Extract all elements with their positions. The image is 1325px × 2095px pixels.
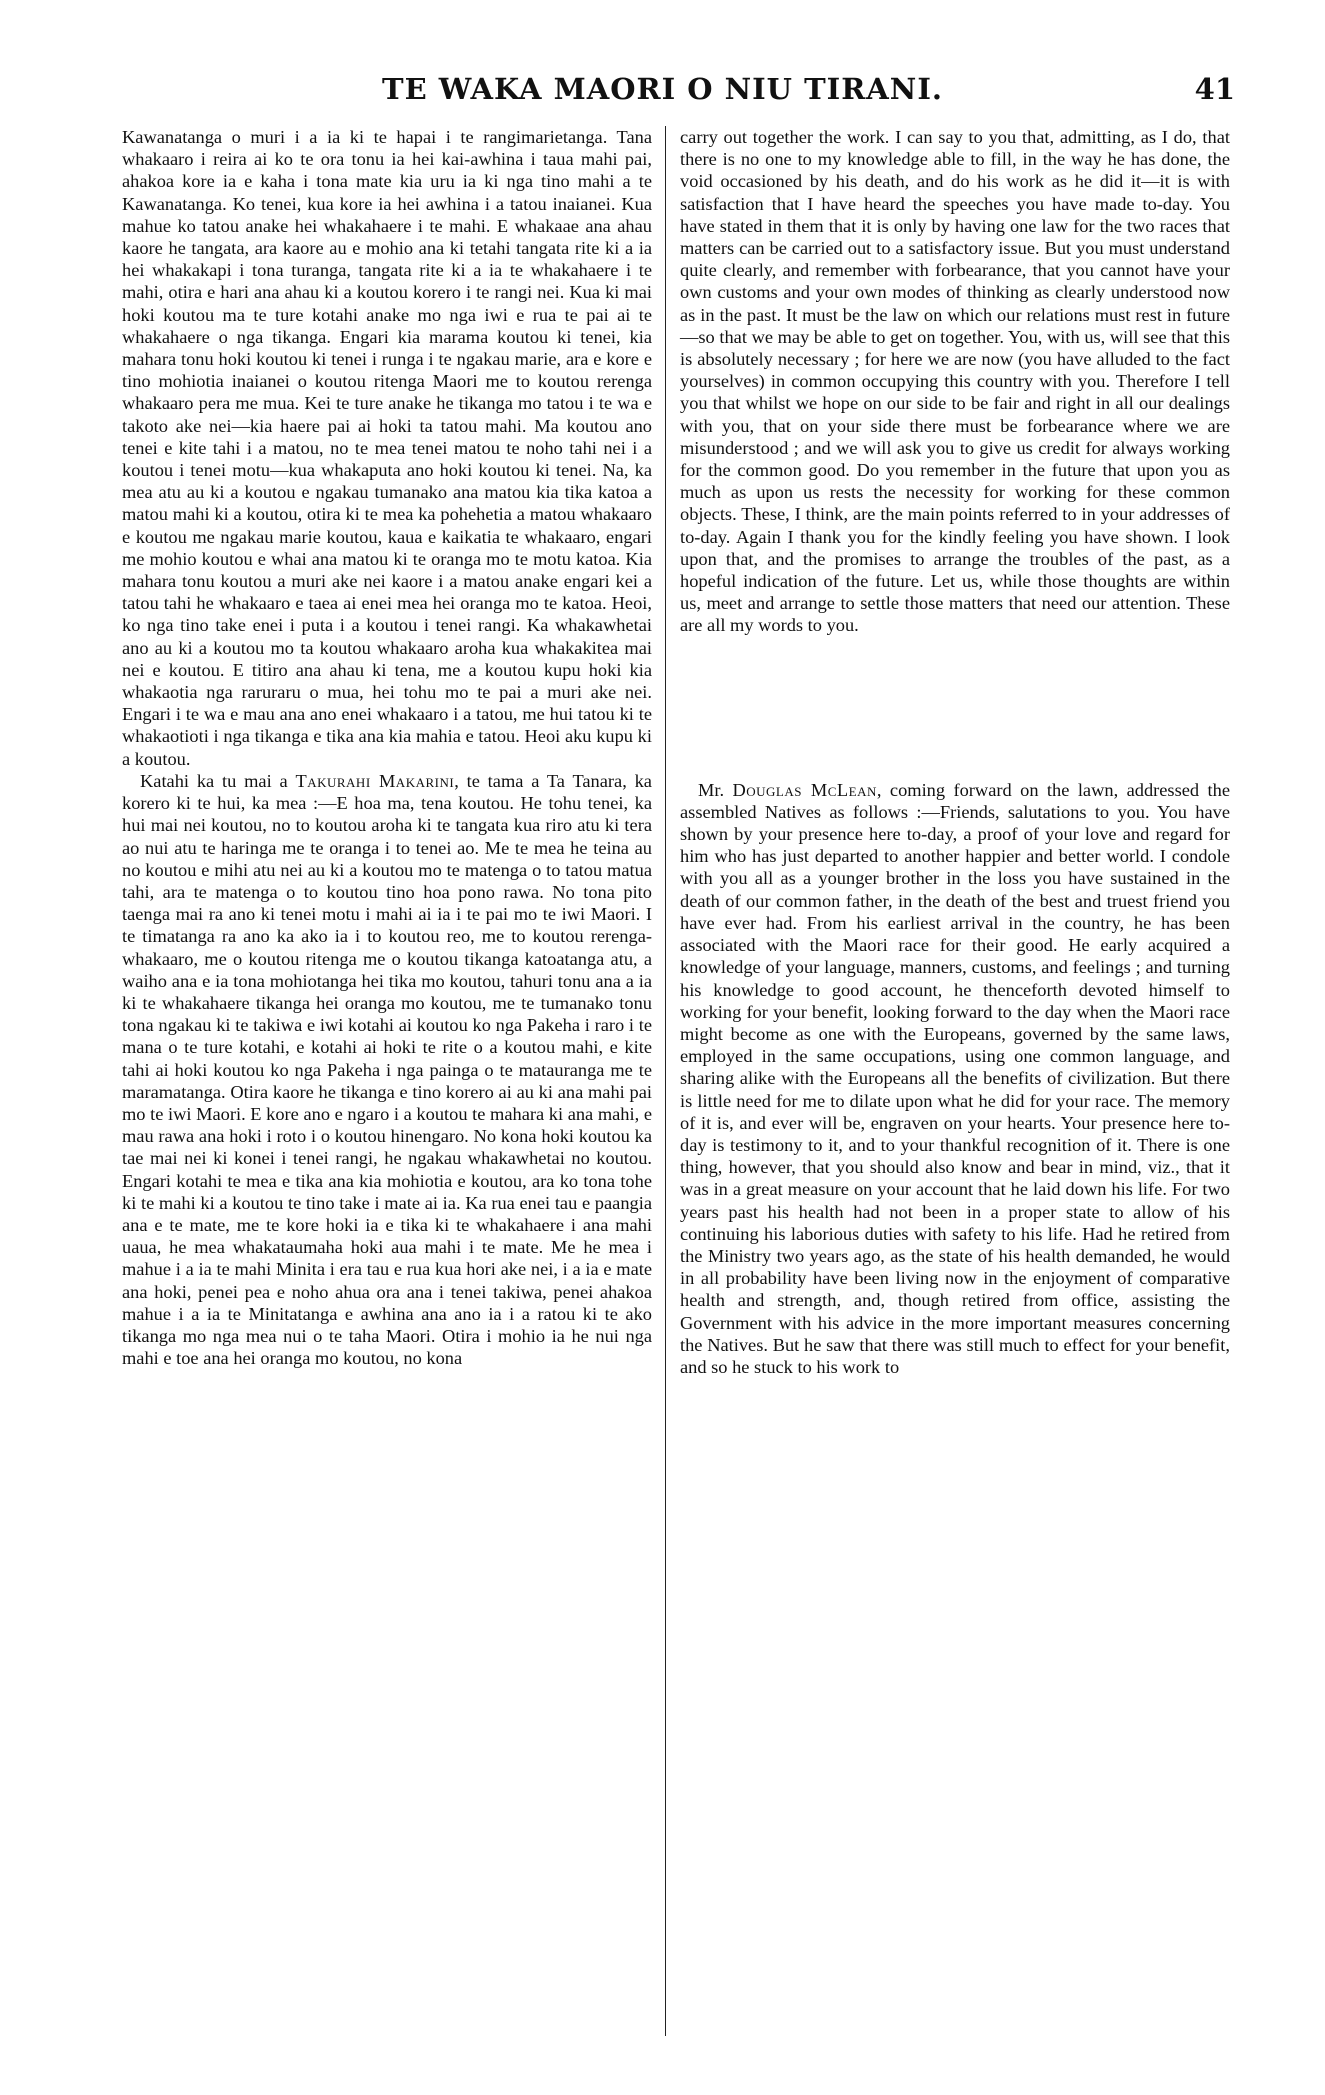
left-column	[122, 126, 652, 1369]
intro-text: Katahi ka tu mai a	[140, 770, 296, 791]
speaker-name: Douglas McLean	[732, 779, 877, 800]
english-speech-mclean	[680, 779, 1230, 1378]
speech-body: , coming forward on the lawn, addressed the assembled Natives as follows :—Friends, salutations to you. You have shown by your presence here to-day, a proof of your love and regard for him who has just departed to another happier and better world. I condole with you all as a younger brother in the loss you have sustained in the death of our common father, in the death of the best and truest friend you have ever had. From his earliest arrival in the country, he has been associated with the Maori race for their good. He early acquired a knowledge of your language, manners, customs, and feelings ; and turning his knowledge to good account, he thenceforth devoted himself to working for your benefit, looking forward to the day when the Maori race might become as one with the Europeans, governed by the same laws, employed in the same occupations, using one common language, and sharing alike with the Europeans all the benefits of civilization. But there is little need for me to dilate upon what he did for your race. The memory of it is, and ever will be, engraven on your hearts. Your presence here to-day is testimony to it, and to your thankful recognition of it. There is one thing, however, that you should also know and bear in mind, viz., that it was in a great measure on your account that he laid down his life. For two years past his health had not been in a proper state to allow of his continuing his laborious duties with safety to his life. Had he retired from the Ministry two years ago, as the state of his health demanded, he would in all probability have been living now in the enjoyment of comparative health and strength, and, though retired from office, assisting the Government with his advice in the more important measures concerning the Natives. But he saw that there was still much to effect for your benefit, and so he stuck to his work to	[680, 779, 1230, 1377]
english-speech-continuation: carry out together the work. I can say to you that, admitting, as I do, that there is no one to my knowledge able to fill, in the way he has done, the void occasioned by his death, and do his work as he did it—it is with satisfaction that I have heard the speeches you have made to-day. You have stated in them that it is only by having one law for the two races that matters can be carried out to a satisfactory issue. But you must understand quite clearly, and remember with forbearance, that you cannot have your own customs and your own modes of thinking as clearly understood now as in the past. It must be the law on which our relations must rest in future—so that we may be able to get on together. You, with us, will see that this is absolutely necessary ; for here we are now (you have alluded to the fact yourselves) in common occupying this country with you. Therefore I tell you that whilst we hope on our side to be fair and right in all our dealings with you, that on your side there must be forbearance where we are misunderstood ; and we will ask you to give us credit for always working for the common good. Do you remember in the future that upon you as much as upon us rests the necessity for working for these common objects. These, I think, are the main points referred to in your addresses of to-day. Again I thank you for the kindly feeling you have shown. I look upon that, and the promises to arrange the troubles of the past, as a hopeful indication of the future. Let us, while those thoughts are within us, meet and arrange to settle those matters that need our attention. These are all my words to you.	[680, 127, 1230, 636]
page-number: 41	[1194, 72, 1235, 106]
publication-title: TE WAKA MAORI O NIU TIRANI.	[382, 72, 943, 106]
page-header	[0, 72, 1325, 112]
speaker-name: Takurahi Makarini	[295, 770, 455, 791]
column-gap	[680, 637, 1230, 779]
maori-speech-mclean	[122, 770, 652, 1369]
maori-speech-continuation: Kawanatanga o muri i a ia ki te hapai i te rangimarietanga. Tana whakaaro i reira ai ko te ora tonu ia hei kai-awhina i taua mahi pai, ahakoa kore ia e kaha i tona mate kia uru ia ki nga tino mahi a te Kawanatanga. Ko tenei, kua kore ia hei awhina i a tatou inaianei. Kua mahue ko tatou anake hei whakahaere i te mahi. E whakaae ana ahau kaore he tangata, ara kaore au e mohio ana ki tetahi tangata rite ki a ia hei whakakapi i tona turanga, tangata rite ki a ia te whakahaere i te mahi, otira e hari ana ahau ki a koutou korero i te rangi nei. Kua ki mai hoki koutou ma te ture kotahi anake mo nga iwi e rua te pai ai te whakahaere o nga tikanga. Engari kia marama koutou ki tenei, kia mahara tonu hoki koutou ki tenei i runga i te ngakau marie, ara e kore e tino mohiotia inaianei o koutou ritenga Maori me to koutou rerenga whakaaro pera me mua. Kei te ture anake he tikanga mo tatou i te wa e takoto ake nei—kia haere pai ai hoki ta tatou mahi. Ma koutou ano tenei e kite tahi i a matou, no te mea tenei matou te noho tahi nei i a koutou i tenei motu—kua whakaputa ano hoki koutou ki tenei. Na, ka mea atu au ki a koutou e ngakau tumanako ana matou kia tika katoa a matou mahi ki a koutou, otira ki te mea ka pohehetia a matou whakaaro e koutou me ngakau marie koutou, kaua e kaikatia te whakaaro, engari me mohio koutou e whai ana matou ki te oranga mo te motu katoa. Kia mahara tonu koutou a muri ake nei kaore i a matou anake engari kei a tatou tahi he whakaaro e taea ai enei mea hei oranga mo te katoa. Heoi, ko nga tino take enei i puta i a koutou i tenei rangi. Ka whakawhetai ano au ki a koutou mo ta koutou whakaaro aroha kua whakakitea mai nei e koutou. E titiro ana ahau ki tena, me a koutou kupu hoki kia whakaotia nga raruraru o mua, hei tohu mo te pai a muri ake nei. Engari i te wa e mau ana ano enei whakaaro i a tatou, me hui tatou ki te whakaotioti i nga tikanga e tika ana kia mahia e tatou. Heoi aku kupu ki a koutou.	[122, 127, 652, 769]
column-divider	[665, 126, 666, 2036]
prefix-text: Mr.	[698, 779, 733, 800]
speech-body: , te tama a Ta Tanara, ka korero ki te hui, ka mea :—E hoa ma, tena koutou. He tohu tenei, ka hui mai nei koutou, no to koutou aroha ki te tangata kua riro atu ki tera ao nui atu te haringa me te oranga i to tenei ao. Me te mea he teina au no koutou e mihi atu nei au ki a koutou mo te matenga o to tatou matua tahi, ara te matenga o to koutou tino hoa pono rawa. No tona pito taenga mai ra ano ki tenei motu i mahi ai ia i te pai mo te iwi Maori. I te timatanga ra ano ka ako ia i to koutou reo, me to koutou rerenga-whakaaro, me o koutou ritenga me o koutou tikanga katoatanga atu, a waiho ana e ia tona mohiotanga hei tika mo koutou, tahuri tonu ana a ia ki te whakahaere tikanga hei oranga mo koutou, me te tumanako tonu tona ngakau ki te takiwa e iwi kotahi ai koutou ko nga Pakeha i raro i te mana o te ture kotahi, e kotahi ai hoki te rite o a koutou mahi, e kite tahi ai hoki koutou ko nga Pakeha i nga painga o te matauranga me te maramatanga. Otira kaore he tikanga e tino korero ai au ki ana mahi pai mo te iwi Maori. E kore ano e ngaro i a koutou te mahara ki ana mahi, e mau rawa ana hoki i roto i o koutou hinengaro. No kona hoki koutou ka tae mai nei ki konei i tenei rangi, he ngakau whakawhetai no koutou. Engari kotahi te mea e tika ana kia mohiotia e koutou, ara ko tona tohe ki te mahi ki a koutou te tino take i mate ai ia. Ka rua enei tau e paangia ana e te mate, me te kore hoki ia e tika ki te whakahaere i ana mahi uaua, he mea whakataumaha hoki aua mahi i te mate. Me he mea i mahue i a ia te mahi Minita i era tau e rua kua hori ake nei, i a ia e mate ana hoki, penei pea e noho ahua ora ana i tenei takiwa, penei ahakoa mahue i a ia te Minitatanga e awhina ana ano ia i a ratou ki te ako tikanga mo nga mea nui o te taha Maori. Otira i mohio ia he nui nga mahi e toe ana hei oranga mo koutou, no kona	[122, 770, 652, 1369]
right-column	[680, 126, 1230, 1378]
